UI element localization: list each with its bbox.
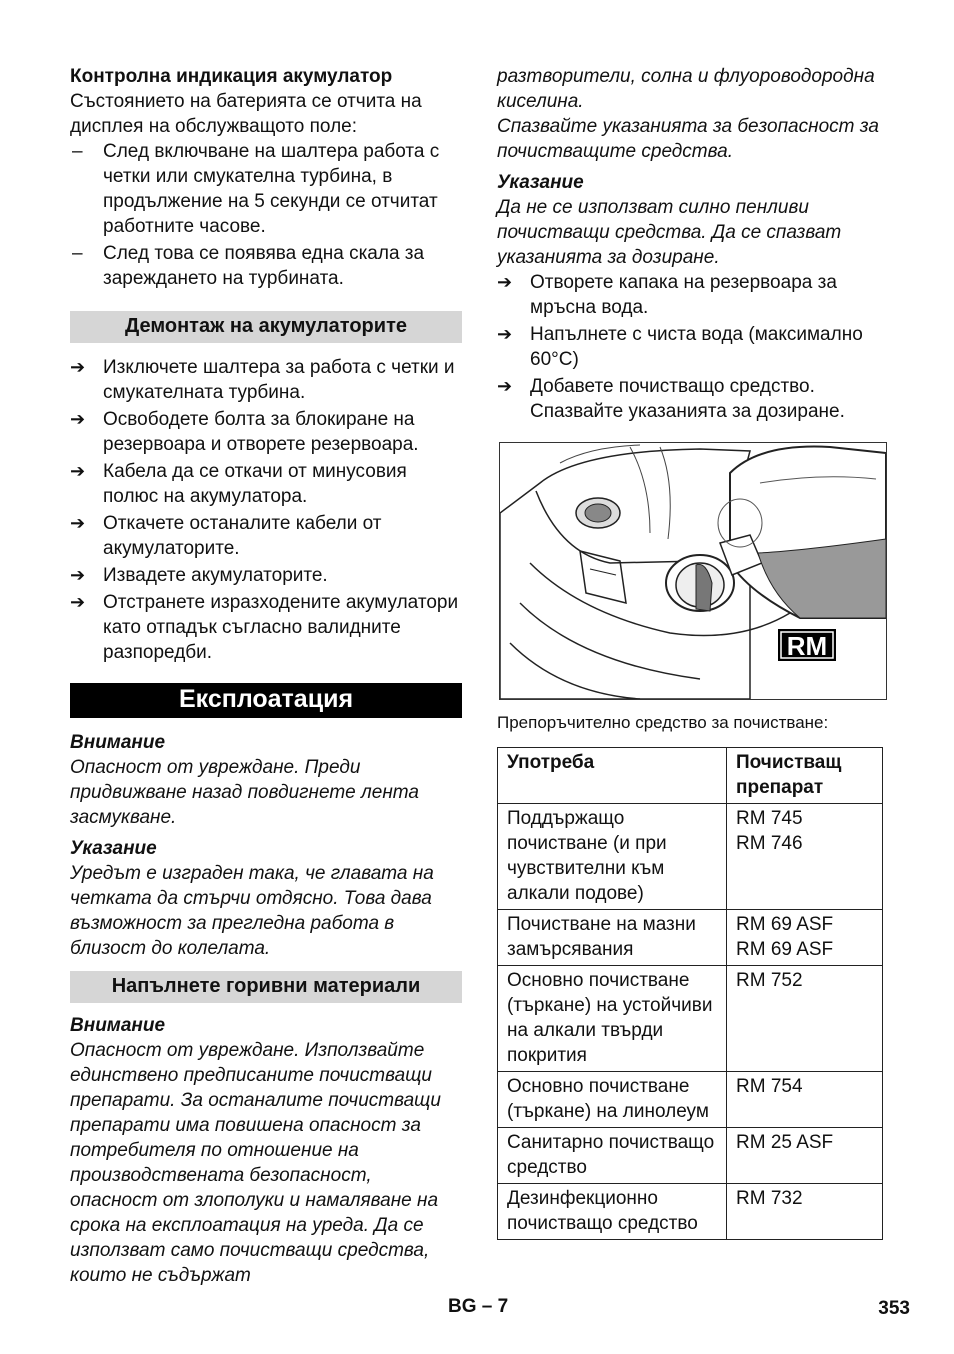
table-cell: RM 732 [727,1184,883,1240]
table-cell: RM 752 [727,966,883,1072]
section-heading-battery-removal: Демонтаж на акумулаторите [70,311,462,343]
table-cell: Основно почистване (търкане) на устойчиви на алкали твърди покрития [498,966,727,1072]
arrow-icon: ➔ [497,272,513,292]
table-header-cell: Употреба [498,748,727,804]
rm-badge: RM [786,631,828,661]
list-item: ➔ Изключете шалтера за работа с четки и смукателната турбина. [70,357,455,403]
table-cell: Дезинфекционно почистващо средство [498,1184,727,1240]
safety-text: Спазвайте указанията за безопасност за почистващите средства. [497,116,879,162]
note-text: Да не се използват силно пенливи почистващи средства. Да се спазват указанията за дозиране. [497,197,842,268]
machine-tank-drawing [500,443,886,699]
list-item: – След това се появява една скала за зареждането на турбината. [72,243,425,289]
arrow-icon: ➔ [497,376,513,396]
table-body [498,804,883,1240]
list-item: ➔ Напълнете с чиста вода (максимално 60°C) [497,324,863,370]
table-row [498,1184,883,1240]
right-column [497,64,889,1240]
table-row [498,910,883,966]
figure-caption: Препоръчително средство за почистване: [497,713,829,732]
section-heading-fill: Напълнете горивни материали [70,971,462,1003]
table-cell: RM 25 ASF [727,1128,883,1184]
arrow-icon: ➔ [70,461,86,481]
table-header-row [498,748,883,804]
section-heading-operation: Експлоатация [70,683,462,718]
table-row [498,804,883,910]
left-column [70,64,462,1288]
table-cell: Основно почистване (търкане) на линолеум [498,1072,727,1128]
arrow-icon: ➔ [497,324,513,344]
arrow-icon: ➔ [70,357,86,377]
note-label: Указание [70,838,157,859]
list-item: ➔ Кабела да се откачи от минусовия полюс на акумулатора. [70,461,407,507]
table-row [498,966,883,1072]
table-row [498,1128,883,1184]
battery-intro: Състоянието на батерията се отчита на дисплея на обслужващото поле: [70,91,422,137]
arrow-icon: ➔ [70,565,86,585]
fill-steps [497,270,889,424]
dash-list [70,139,462,291]
list-item: ➔ Освободете болта за блокиране на резервоара и отворете резервоара. [70,409,419,455]
arrow-icon: ➔ [70,409,86,429]
note-text: Уредът е изграден така, че главата на четката да стърчи отдясно. Това дава възможност за прегледна работа в близост до колелата. [70,863,434,959]
list-item: ➔ Извадете акумулаторите. [70,565,328,586]
caution-label: Внимание [70,1015,166,1036]
caution-text: Опасност от увреждане. Използвайте единствено предписаните почистващи препарати. За останалите почистващи препарати има повишена опасност за потребителя по отношение на производствената безопасност, опасност от злополуки и намаляване на срока на експлоатация на уреда. Да се използват само почистващи средства, които не съдържат [70,1040,441,1286]
list-item: – След включване на шалтера работа с четки или смукателна турбина, в продължение на 5 секунди се отчитат работните часове. [72,141,440,237]
detergent-table [497,747,883,1240]
list-item: ➔ Отстранете изразходените акумулатори като отпадък съгласно валидните разпоредби. [70,592,459,663]
table-cell: Поддържащо почистване (и при чувствителни към алкали подове) [498,804,727,910]
note-label: Указание [497,172,584,193]
battery-indicator-heading: Контролна индикация акумулатор [70,66,393,87]
list-item: ➔ Отворете капака на резервоара за мръсна вода. [497,272,837,318]
caution-text: Опасност от увреждане. Преди придвижване назад повдигнете лента засмукване. [70,757,419,828]
list-item: ➔ Откачете останалите кабели от акумулаторите. [70,513,382,559]
detergent-fill-illustration [499,442,887,700]
table-cell: RM 745 RM 746 [727,804,883,910]
footer-language-page: BG – 7 [448,1296,509,1317]
caution-label: Внимание [70,732,166,753]
table-cell: Почистване на мазни замърсявания [498,910,727,966]
arrow-icon: ➔ [70,513,86,533]
continued-text: разтворители, солна и флуороводородна киселина. [497,66,875,112]
arrow-icon: ➔ [70,592,86,612]
table-cell: Санитарно почистващо средство [498,1128,727,1184]
footer-page-number: 353 [878,1298,910,1319]
table-header-cell: Почистващ препарат [727,748,883,804]
battery-removal-steps [70,355,462,665]
list-item: ➔ Добавете почистващо средство. Спазвайте указанията за дозиране. [497,376,845,422]
table-cell: RM 754 [727,1072,883,1128]
table-cell: RM 69 ASF RM 69 ASF [727,910,883,966]
table-row [498,1072,883,1128]
